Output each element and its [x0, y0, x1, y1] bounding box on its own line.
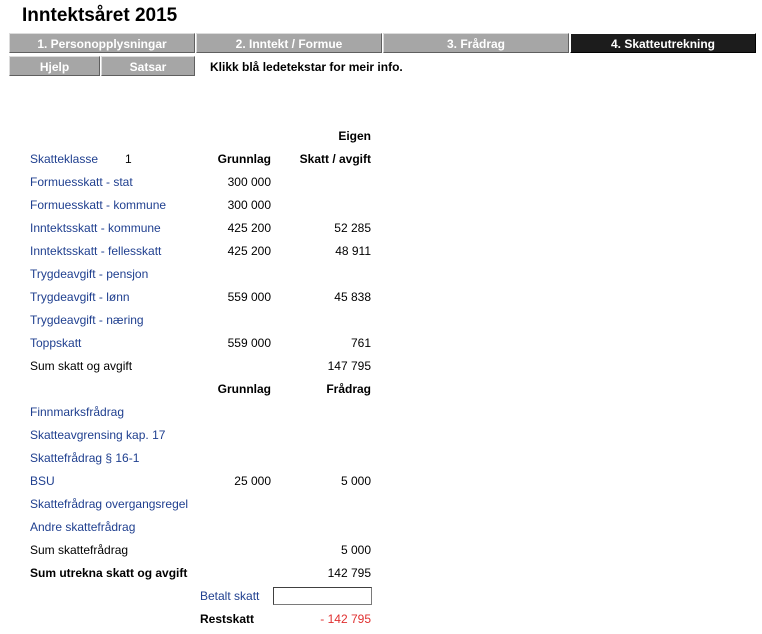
tab-hjelp[interactable]: Hjelp: [9, 56, 100, 76]
tab-fradrag[interactable]: 3. Frådrag: [383, 33, 569, 53]
tax-row: [0, 333, 762, 353]
page-title: Inntektsåret 2015: [22, 5, 178, 26]
skatt-value: 45 838: [334, 290, 371, 304]
inntektsskatt-fellesskatt-link[interactable]: Inntektsskatt - fellesskatt: [30, 244, 162, 258]
grunnlag-value: 300 000: [227, 198, 271, 212]
sum-utrekna-value: 142 795: [327, 566, 371, 580]
skatteavgrensing-link[interactable]: Skatteavgrensing kap. 17: [30, 428, 166, 442]
sum-fradrag-value: 5 000: [340, 543, 371, 557]
skattefradrag-overgangsregel-link[interactable]: Skattefrådrag overgangsregel: [30, 497, 189, 511]
grunnlag-value: 300 000: [227, 175, 271, 189]
sum-utrekna-row: [0, 563, 762, 583]
grunnlag-value: 559 000: [227, 290, 271, 304]
deduction-header-row: [0, 379, 762, 399]
skatteklasse-value: 1: [125, 152, 132, 166]
tax-row: [0, 264, 762, 284]
deduction-row: [0, 448, 762, 468]
trygdeavgift-naering-link[interactable]: Trygdeavgift - næring: [30, 313, 144, 327]
andre-skattefradrag-link[interactable]: Andre skattefrådrag: [30, 520, 136, 534]
skatteklasse-row: [0, 149, 762, 169]
toppskatt-link[interactable]: Toppskatt: [30, 336, 82, 350]
tax-row: [0, 195, 762, 215]
tax-row: [0, 287, 762, 307]
tab-satsar[interactable]: Satsar: [101, 56, 195, 76]
restskatt-value: - 142 795: [320, 612, 371, 626]
deduction-row: [0, 425, 762, 445]
column-header-grunnlag: Grunnlag: [217, 152, 271, 166]
tab-inntekt-formue[interactable]: 2. Inntekt / Formue: [196, 33, 382, 53]
column-header-skatt: Skatt / avgift: [299, 152, 371, 166]
sum-fradrag-row: [0, 540, 762, 560]
restskatt-label: Restskatt: [200, 612, 255, 626]
sum-skatt-row: [0, 356, 762, 376]
tab-personopplysningar[interactable]: 1. Personopplysningar: [9, 33, 195, 53]
info-text: Klikk blå ledetekstar for meir info.: [210, 60, 403, 74]
tax-row: [0, 241, 762, 261]
deduction-row: [0, 471, 762, 491]
deduction-row: [0, 494, 762, 514]
betalt-skatt-input[interactable]: [273, 587, 372, 605]
column-header-grunnlag: Grunnlag: [217, 382, 271, 396]
restskatt-row: [0, 609, 762, 629]
deduction-row: [0, 402, 762, 422]
grunnlag-value: 425 200: [227, 221, 271, 235]
skatt-value: 48 911: [335, 244, 371, 258]
formuesskatt-stat-link[interactable]: Formuesskatt - stat: [30, 175, 133, 189]
tax-row: [0, 218, 762, 238]
deduction-row: [0, 517, 762, 537]
grunnlag-value: 425 200: [227, 244, 271, 258]
finnmarksfradrag-link[interactable]: Finnmarksfrådrag: [30, 405, 125, 419]
skatt-value: 52 285: [334, 221, 371, 235]
column-header-eigen: Eigen: [338, 129, 371, 143]
column-header-fradrag: Frådrag: [326, 382, 371, 396]
trygdeavgift-pensjon-link[interactable]: Trygdeavgift - pensjon: [30, 267, 149, 281]
skatteklasse-link[interactable]: Skatteklasse: [30, 152, 99, 166]
fradrag-value: 5 000: [340, 474, 371, 488]
skatt-value: 761: [350, 336, 371, 350]
tax-row: [0, 172, 762, 192]
tab-skatteutrekning[interactable]: 4. Skatteutrekning: [570, 33, 756, 53]
sum-skatt-value: 147 795: [327, 359, 371, 373]
skattefradrag-16-1-link[interactable]: Skattefrådrag § 16-1: [30, 451, 140, 465]
grunnlag-value: 25 000: [234, 474, 271, 488]
inntektsskatt-kommune-link[interactable]: Inntektsskatt - kommune: [30, 221, 161, 235]
bsu-link[interactable]: BSU: [30, 474, 55, 488]
tax-row: [0, 310, 762, 330]
sum-skatt-label: Sum skatt og avgift: [30, 359, 133, 373]
sum-utrekna-label: Sum utrekna skatt og avgift: [30, 566, 188, 580]
formuesskatt-kommune-link[interactable]: Formuesskatt - kommune: [30, 198, 167, 212]
tax-header-row: [0, 126, 762, 146]
grunnlag-value: 559 000: [227, 336, 271, 350]
trygdeavgift-lonn-link[interactable]: Trygdeavgift - lønn: [30, 290, 130, 304]
betalt-skatt-link[interactable]: Betalt skatt: [200, 589, 260, 603]
betalt-skatt-row: [0, 586, 762, 606]
sum-fradrag-label: Sum skattefrådrag: [30, 543, 129, 557]
